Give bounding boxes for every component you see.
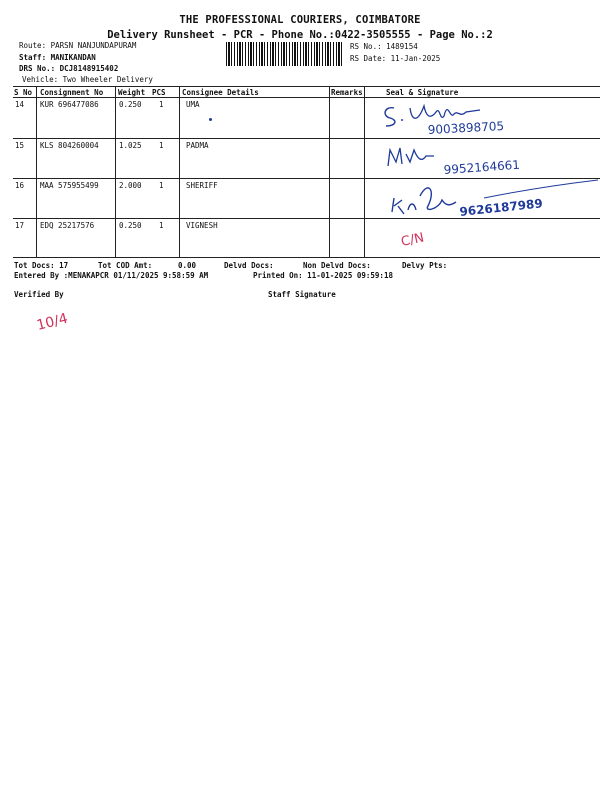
column-divider [364, 86, 365, 257]
company-title: THE PROFESSIONAL COURIERS, COIMBATORE [179, 14, 421, 26]
header-weight: Weight [118, 88, 146, 97]
ink-dot [209, 118, 212, 121]
row-consignment: KUR 696477086 [40, 100, 99, 109]
handwritten-phone-14: 9003898705 [427, 119, 505, 137]
delivered-docs: Delvd Docs: [224, 261, 274, 270]
staff-signature-label: Staff Signature [268, 290, 336, 299]
total-cod-label: Tot COD Amt: [98, 261, 153, 270]
row-consignment: EDQ 25217576 [40, 221, 95, 230]
drs-number: DRS No.: DCJ8148915402 [19, 64, 119, 73]
row-consignee: SHERIFF [186, 181, 218, 190]
mark-row-17 [398, 226, 442, 256]
table-top-border [13, 86, 600, 87]
total-docs: Tot Docs: 17 [14, 261, 69, 270]
row-weight: 0.250 [119, 100, 142, 109]
rs-date: RS Date: 11-Jan-2025 [350, 54, 441, 63]
row-sno: 15 [15, 141, 25, 150]
handwritten-verified-mark: 10/4 [35, 310, 70, 334]
column-divider [329, 86, 330, 257]
row-pcs: 1 [159, 221, 164, 230]
total-cod-value: 0.00 [178, 261, 197, 270]
verified-by-label: Verified By [14, 290, 64, 299]
row-weight: 2.000 [119, 181, 142, 190]
row-pcs: 1 [159, 181, 164, 190]
non-delivered-docs: Non Delvd Docs: [303, 261, 371, 270]
signature-row-15 [382, 140, 562, 180]
header-pcs: PCS [152, 88, 166, 97]
delivery-points: Delvy Pts: [402, 261, 448, 270]
row-weight: 1.025 [119, 141, 142, 150]
row-sno: 14 [15, 100, 25, 109]
route-label: Route: PARSN NANJUNDAPURAM [19, 41, 137, 50]
rs-number: RS No.: 1489154 [350, 42, 418, 51]
handwritten-mark-17: C/N [399, 230, 426, 250]
row-consignee: UMA [186, 100, 200, 109]
row-sno: 16 [15, 181, 25, 190]
header-consignee: Consignee Details [182, 88, 259, 97]
row-pcs: 1 [159, 100, 164, 109]
runsheet-subtitle: Delivery Runsheet - PCR - Phone No.:0422-3505555 - Page No.:2 [107, 29, 493, 41]
header-sno: S No [14, 88, 33, 97]
signature-row-16 [384, 176, 600, 226]
verified-mark [34, 306, 90, 338]
row-consignment: KLS 804260004 [40, 141, 99, 150]
column-divider [115, 86, 116, 257]
column-divider [179, 86, 180, 257]
barcode-image [226, 42, 344, 66]
header-remarks: Remarks [331, 88, 363, 97]
row-sno: 17 [15, 221, 25, 230]
entered-by: Entered By :MENAKAPCR 01/11/2025 9:58:59 AM [14, 271, 209, 280]
table-bottom-border [13, 257, 600, 258]
row-consignee: PADMA [186, 141, 209, 150]
column-divider [36, 86, 37, 257]
printed-on: Printed On: 11-01-2025 09:59:18 [253, 271, 393, 280]
row-divider [13, 138, 600, 139]
header-seal: Seal & Signature [386, 88, 459, 97]
row-consignee: VIGNESH [186, 221, 218, 230]
signature-row-14 [380, 96, 540, 138]
vehicle-label: Vehicle: Two Wheeler Delivery [22, 75, 153, 84]
staff-label: Staff: MANIKANDAN [19, 53, 96, 62]
handwritten-phone-16: 9626187989 [458, 196, 544, 219]
header-consignment: Consignment No [40, 88, 104, 97]
row-weight: 0.250 [119, 221, 142, 230]
row-consignment: MAA 575955499 [40, 181, 99, 190]
handwritten-phone-15: 9952164661 [443, 157, 521, 177]
row-pcs: 1 [159, 141, 164, 150]
